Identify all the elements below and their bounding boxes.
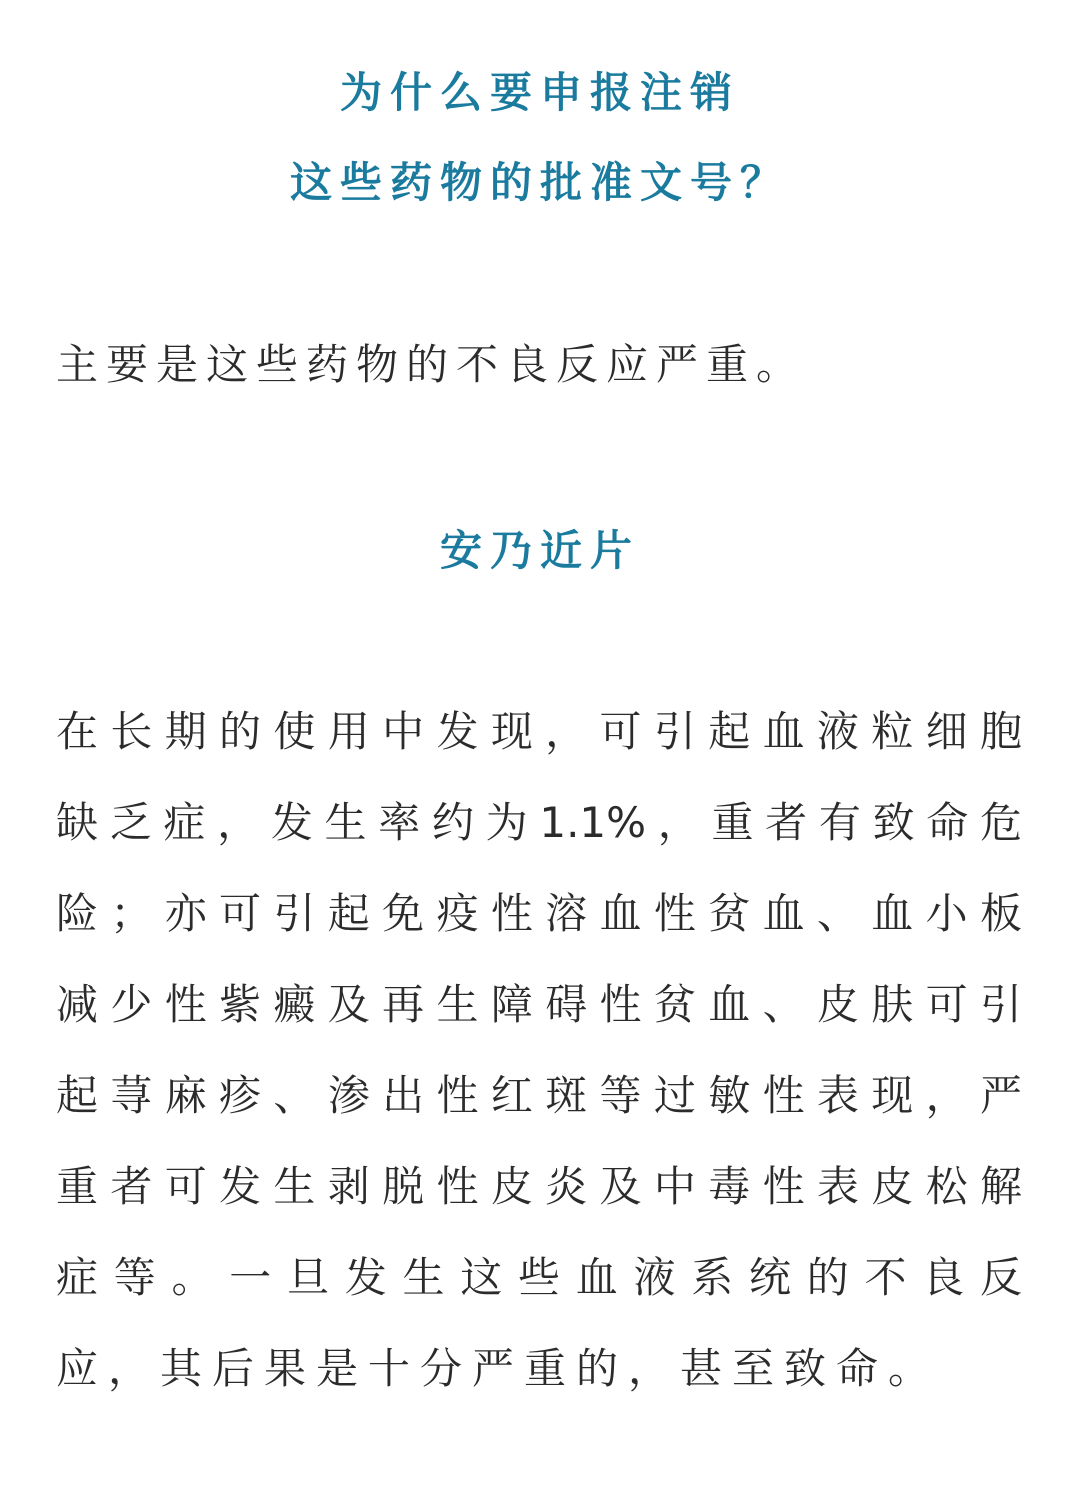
- paragraph-line: 起荨麻疹、渗出性红斑等过敏性表现，严: [56, 1071, 1022, 1120]
- section-heading-line-2: 这些药物的批准文号？: [289, 158, 790, 207]
- paragraph-line: 缺乏症，发生率约为1.1%，重者有致命危: [56, 798, 1022, 847]
- paragraph-line: 症等。一旦发生这些血液系统的不良反: [56, 1253, 1022, 1302]
- paragraph-line: 应，其后果是十分严重的，甚至致命。: [56, 1344, 941, 1393]
- drug-title: 安乃近片: [439, 526, 640, 575]
- paragraph-line: 在长期的使用中发现，可引起血液粒细胞: [56, 707, 1022, 756]
- paragraph-line: 重者可发生剥脱性皮炎及中毒性表皮松解: [56, 1162, 1022, 1211]
- paragraph-line: 减少性紫癜及再生障碍性贫血、皮肤可引: [56, 980, 1022, 1029]
- section-heading-line-1: 为什么要申报注销: [339, 68, 740, 117]
- paragraph-line: 险；亦可引起免疫性溶血性贫血、血小板: [56, 889, 1022, 938]
- intro-paragraph: 主要是这些药物的不良反应严重。: [56, 340, 807, 389]
